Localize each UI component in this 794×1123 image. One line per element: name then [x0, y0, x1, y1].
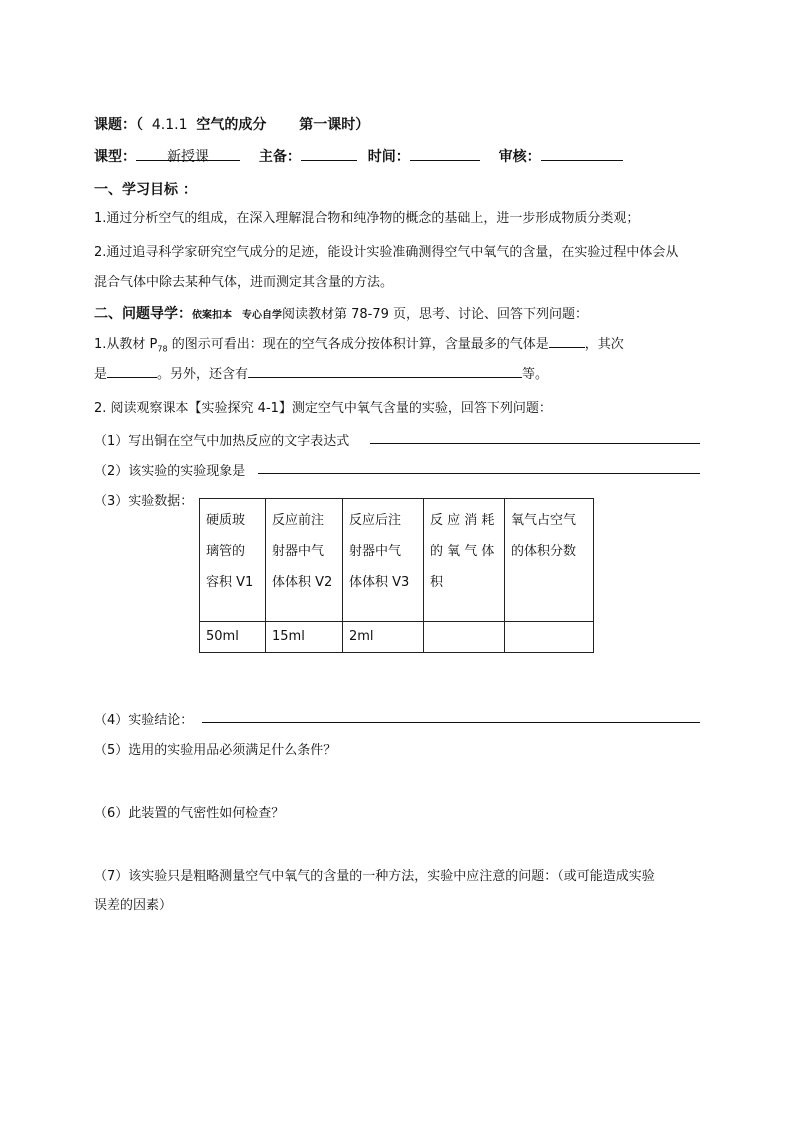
table-header-row: [200, 499, 594, 622]
question-2-6: （6）此装置的气密性如何检查？: [94, 806, 285, 821]
q1-text-e: 。另外，还含有: [157, 367, 249, 382]
header-text: 璃管的: [206, 544, 246, 559]
q1-text-f: 等。: [522, 367, 549, 382]
prep-label: 主备：: [258, 149, 301, 165]
type-value: 新授课: [167, 149, 209, 165]
question-2-7-line1: （7）该实验只是粗略测量空气中氧气的含量的一种方法，实验中应注意的问题：（或可能造成实验: [94, 869, 655, 884]
section2-heading: [94, 303, 588, 323]
q1-blank-most[interactable]: [549, 333, 585, 348]
title-label: 课题：（: [94, 117, 143, 133]
value-cell-oxygen-fraction[interactable]: [505, 622, 594, 653]
header-text: 容积 V1: [206, 575, 254, 590]
review-field[interactable]: [541, 146, 623, 161]
question-2-7-line2: 误差的因素）: [94, 898, 173, 913]
q1-page-sub: 78: [157, 344, 168, 354]
type-label: 课型：: [94, 149, 136, 165]
question-2-5: （5）选用的实验用品必须满足什么条件？: [94, 743, 337, 758]
answer-line-2-2[interactable]: [258, 473, 700, 474]
q1-blank-second[interactable]: [107, 363, 157, 378]
header-text: 氧气占空气: [511, 513, 577, 528]
goal-2-line2: 混合气体中除去某种气体，进而测定其含量的方法。: [94, 275, 394, 290]
answer-line-2-4[interactable]: [202, 722, 700, 723]
header-text: 体体积 V3: [349, 575, 410, 590]
question-2-4: （4）实验结论：: [94, 713, 194, 728]
header-text: 射器中气: [349, 544, 402, 559]
header-text: 硬质玻: [206, 513, 246, 528]
header-text: 积: [430, 575, 444, 590]
section2-heading-main: 二、问题导学：: [94, 306, 192, 322]
type-value-field[interactable]: [136, 146, 240, 165]
time-field[interactable]: [410, 146, 480, 161]
time-label: 时间：: [367, 149, 410, 165]
q1-text-d: 是: [94, 367, 108, 382]
header-text: 反 应 消 耗: [430, 513, 495, 528]
header-text: 射器中气: [272, 544, 325, 559]
title-code: 4.1.1: [151, 117, 188, 133]
header-text: 的体积分数: [511, 544, 577, 559]
question-1-line2: [94, 363, 548, 382]
goal-2-line1: 2.通过追寻科学家研究空气成分的足迹，能设计实验准确测得空气中氧气的含量，在实验过程中体会从: [94, 245, 679, 260]
review-label: 审核：: [498, 149, 541, 165]
value-cell-v2: 15ml: [266, 622, 343, 653]
q1-text-a: 1.从教材 P: [94, 337, 158, 352]
question-2-1: （1）写出铜在空气中加热反应的文字表达式: [94, 434, 350, 449]
value-cell-oxygen-consumed[interactable]: [424, 622, 505, 653]
title-lesson: 第一课时）: [299, 117, 370, 133]
header-cell-v3: [343, 499, 424, 622]
section2-heading-sub: 依案扣本 专心自学: [192, 310, 282, 321]
header-cell-oxygen-consumed: [424, 499, 505, 622]
header-text: 反应前注: [272, 513, 325, 528]
question-1-line1: [94, 333, 624, 354]
prep-field[interactable]: [301, 146, 357, 161]
lesson-title: [94, 114, 369, 134]
question-2-intro: 2. 阅读观察课本【实验探究 4-1】测定空气中氧气含量的实验，回答下列问题：: [94, 401, 552, 416]
goal-1: 1.通过分析空气的组成，在深入理解混合物和纯净物的概念的基础上，进一步形成物质分类观；: [94, 211, 640, 226]
value-cell-v3: 2ml: [343, 622, 424, 653]
header-text: 反应后注: [349, 513, 402, 528]
question-2-2: （2）该实验的实验现象是: [94, 464, 246, 479]
q1-text-c: ，其次: [584, 337, 624, 352]
question-2-3: （3）实验数据：: [94, 494, 194, 509]
title-name: 空气的成分: [196, 117, 267, 133]
header-cell-v1: [200, 499, 266, 622]
experiment-data-table: [199, 498, 594, 653]
section2-heading-rest: 阅读教材第 78-79 页，思考、讨论、回答下列问题：: [282, 307, 589, 322]
header-text: 体体积 V2: [272, 575, 333, 590]
answer-line-2-1[interactable]: [370, 443, 700, 444]
table-row: [200, 622, 594, 653]
value-cell-v1: 50ml: [200, 622, 266, 653]
q1-text-b: 的图示可看出：现在的空气各成分按体积计算，含量最多的气体是: [167, 337, 549, 352]
header-text: 的 氧 气 体: [430, 544, 495, 559]
header-cell-oxygen-fraction: [505, 499, 594, 622]
lesson-meta: [94, 146, 623, 166]
header-cell-v2: [266, 499, 343, 622]
section1-heading: 一、学习目标 ：: [94, 182, 197, 198]
q1-blank-others[interactable]: [248, 363, 522, 378]
